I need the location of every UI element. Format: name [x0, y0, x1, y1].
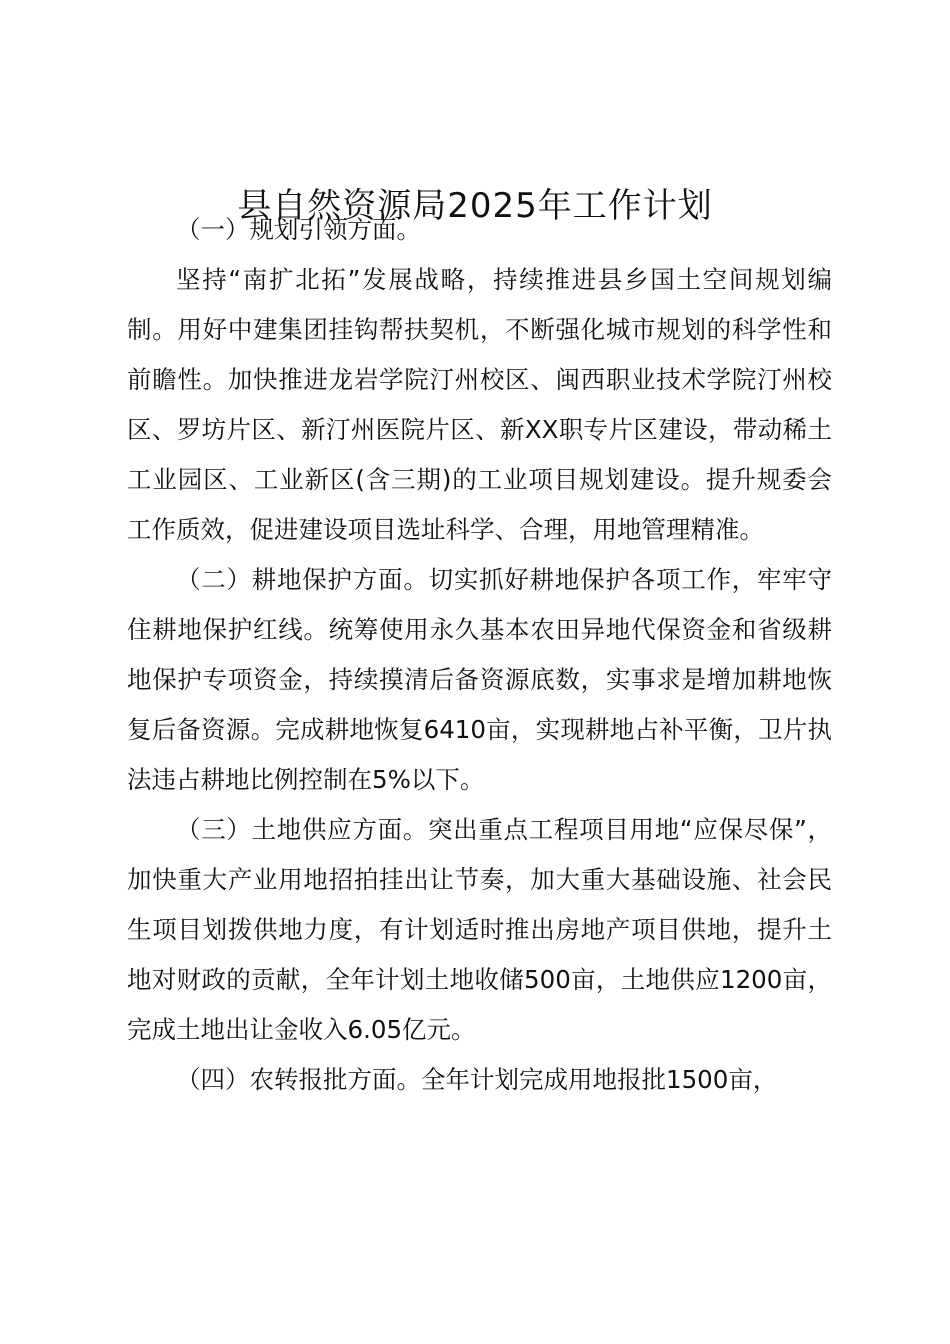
section-heading-planning: （一）规划引领方面。 — [176, 215, 421, 244]
paragraph-land-approval: （四）农转报批方面。全年计划完成用地报批1500亩， — [176, 1065, 778, 1094]
paragraph-land-supply: （三）土地供应方面。突出重点工程项目用地“应保尽保”，加快重大产业用地招拍挂出让节奏，加大重大基础设施、社会民生项目划拨供地力度，有计划适时推出房地产项目供地，提升土地对财政的贡献，全年计划土地收储500亩，土地供应1200亩，完成土地出让金收入6.05亿元。 — [127, 815, 832, 1044]
document-title: 县自然资源局2025年工作计划 — [237, 186, 713, 226]
document-body — [127, 205, 832, 1105]
paragraph-planning: 坚持“南扩北拓”发展战略，持续推进县乡国土空间规划编制。用好中建集团挂钩帮扶契机，不断强化城市规划的科学性和前瞻性。加快推进龙岩学院汀州校区、闽西职业技术学院汀州校区、罗坊片区、新汀州医院片区、新XX职专片区建设，带动稀土工业园区、工业新区(含三期)的工业项目规划建设。提升规委会工作质效，促进建设项目选址科学、合理，用地管理精准。 — [127, 265, 832, 544]
paragraph-farmland-protection: （二）耕地保护方面。切实抓好耕地保护各项工作，牢牢守住耕地保护红线。统筹使用永久基本农田异地代保资金和省级耕地保护专项资金，持续摸清后备资源底数，实事求是增加耕地恢复后备资源。完成耕地恢复6410亩，实现耕地占补平衡，卫片执法违占耕地比例控制在5%以下。 — [127, 565, 832, 794]
